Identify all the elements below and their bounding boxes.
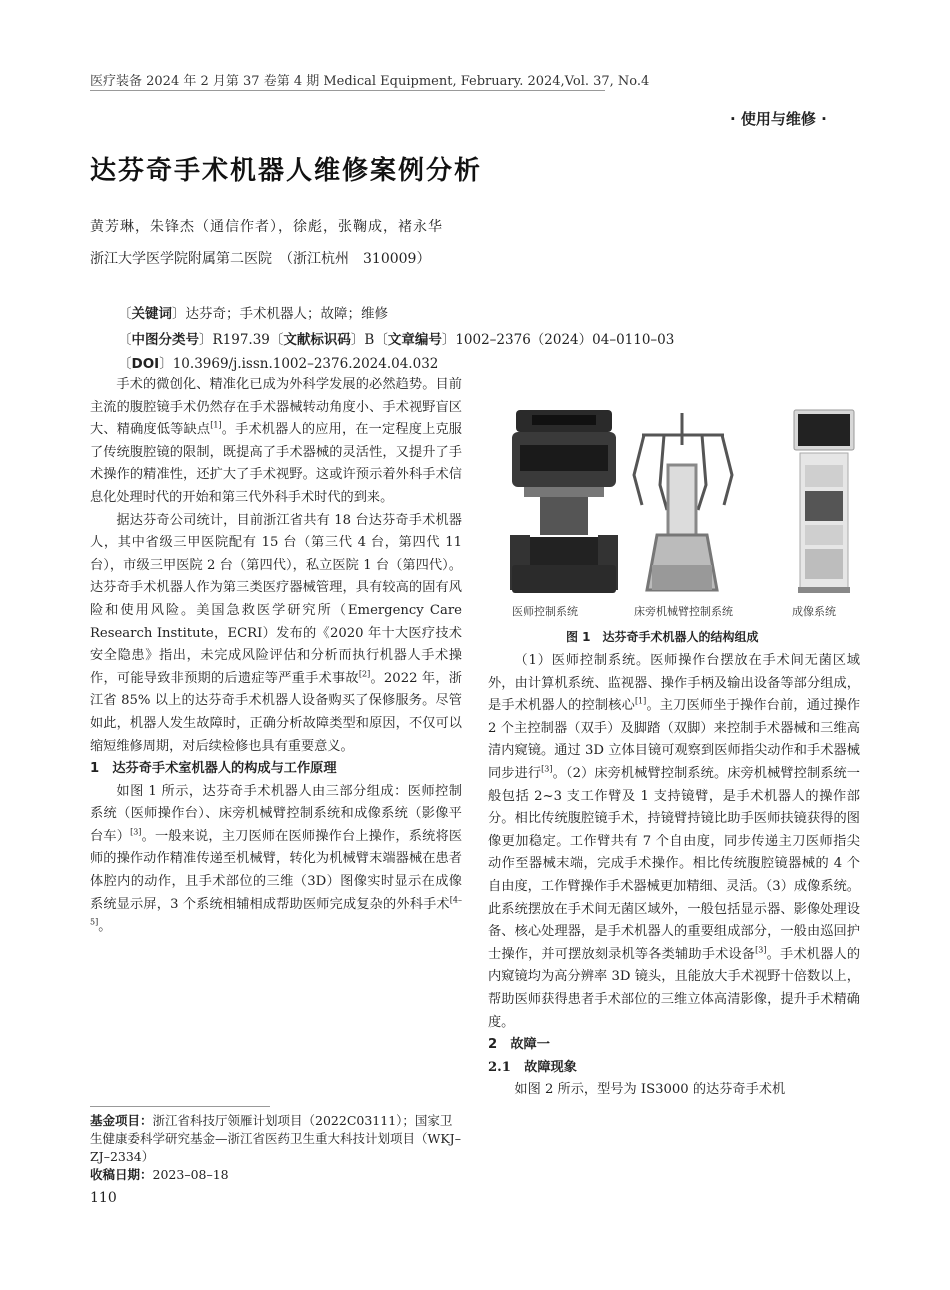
- paragraph: 据达芬奇公司统计，目前浙江省共有 18 台达芬奇手术机器人，其中省级三甲医院配有 15 台（第三代 4 台，第四代 11 台），市级三甲医院 2 台（第四代），私立医院 1 台（第四代）。达芬奇手术机器人作为第三类医疗器械管理，具有较高的固有风险和使用风险。美国急救医学研究所（Emergency Care Research Institute，ECRI）发布的《2020 年十大医疗技术安全隐患》指出，未完成风险评估和分析而执行机器人手术操作，可能导致非预期的后遗症等严重手术事故[2]。2022 年，浙江省 85% 以上的达芬奇手术机器人设备购买了保修服务。尽管如此，机器人发生故障时，正确分析故障类型和原因，不仅可以缩短维修周期，对后续检修也具有重要意义。: [90, 512, 462, 754]
- clc-value: R197.39: [212, 332, 270, 348]
- paragraph: （1）医师控制系统。医师操作台摆放在手术间无菌区域外，由计算机系统、监视器、操作手柄及输出设备等部分组成，是手术机器人的控制核心[1]。主刀医师坐于操作台前，通过操作 2 个主控制器（双手）及脚踏（双脚）来控制手术器械和三维高清内窥镜。通过 3D 立体目镜可观察到医师指尖动作和手术器械同步进行[3]。（2）床旁机械臂控制系统。床旁机械臂控制系统一般包括 2~3 支工作臂及 1 支持镜臂，是手术机器人的操作部分。相比传统腹腔镜手术，持镜臂持镜比助手医师扶镜获得的图像更加稳定。工作臂共有 7 个自由度，同步传递主刀医师指尖动作至器械末端，完成手术操作。相比传统腹腔镜器械的 4 个自由度，工作臂操作手术器械更加精细、灵活。（3）成像系统。此系统摆放在手术间无菌区域外，一般包括显示器、影像处理设备、核心处理器，是手术机器人的重要组成部分，一般由巡回护士操作，并可摆放刻录机等各类辅助手术设备[3]。手术机器人的内窥镜均为高分辨率 3D 镜头，且能放大手术视野十倍数以上，帮助医师获得患者手术部位的三维立体高清影像，提升手术精确度。: [488, 653, 861, 1030]
- citation[interactable]: [4–5]: [90, 895, 462, 927]
- patient-cart-image: [634, 413, 732, 590]
- left-column: [90, 374, 462, 939]
- section-heading-1: 1 达芬奇手术室机器人的构成与工作原理: [90, 761, 337, 777]
- section-label: · 使用与维修 ·: [730, 110, 827, 128]
- subsection-heading: 2.1 故障现象: [488, 1059, 577, 1075]
- citation[interactable]: [3]: [541, 764, 553, 774]
- figure-label-cart: 床旁机械臂控制系统: [634, 605, 733, 618]
- article-title: 达芬奇手术机器人维修案例分析: [90, 156, 483, 186]
- doi-line: 〔DOI〕10.3969/j.issn.1002–2376.2024.04.032: [118, 356, 439, 372]
- keywords-line: 〔关键词〕达芬奇；手术机器人；故障；维修: [118, 306, 388, 322]
- citation[interactable]: [1]: [634, 696, 647, 706]
- funding-label: 基金项目：: [90, 1113, 153, 1128]
- authors: 黄芳琳，朱锋杰（通信作者），徐彪，张鞠成，褚永华: [90, 219, 443, 235]
- funding: [90, 1112, 462, 1166]
- received-label: 收稿日期：: [90, 1167, 153, 1182]
- doccode-value: B: [364, 332, 375, 348]
- right-column: [488, 650, 860, 1102]
- article-number: 1002–2376（2024）04–0110–03: [455, 332, 675, 348]
- article-number-label: 文章编号: [387, 332, 442, 348]
- page-number: 110: [90, 1190, 117, 1206]
- figure-label-vision: 成像系统: [792, 605, 836, 618]
- citation[interactable]: [3]: [130, 827, 142, 837]
- received-value: 2023–08–18: [152, 1167, 229, 1182]
- clc-label: 中图分类号: [131, 332, 199, 348]
- section-heading-2: 2 故障一: [488, 1037, 550, 1053]
- footnote-rule: [90, 1106, 270, 1107]
- robot-systems-image: [502, 405, 862, 620]
- keywords: 达芬奇；手术机器人；故障；维修: [185, 306, 388, 322]
- received-date: [90, 1166, 462, 1184]
- keywords-label: 关键词: [131, 306, 172, 322]
- vision-cart-image: [794, 410, 854, 593]
- doccode-label: 文献标识码: [283, 332, 351, 348]
- surgeon-console-image: [510, 410, 618, 593]
- footnote: [90, 1112, 462, 1184]
- figure-1: [502, 405, 862, 620]
- classification-line: 〔中图分类号〕R197.39〔文献标识码〕B〔文章编号〕1002–2376（2024）04–0110–03: [118, 332, 675, 348]
- figure-caption: 图 1 达芬奇手术机器人的结构组成: [566, 630, 759, 644]
- journal-header: 医疗装备 2024 年 2 月第 37 卷第 4 期 Medical Equipment, February. 2024,Vol. 37, No.4: [90, 74, 650, 89]
- header-rule: [90, 90, 605, 91]
- figure-label-console: 医师控制系统: [512, 605, 578, 618]
- paragraph: 如图 1 所示，达芬奇手术机器人由三部分组成：医师控制系统（医师操作台）、床旁机械臂控制系统和成像系统（影像平台车）[3]。一般来说，主刀医师在医师操作台上操作，系统将医师的操作动作精准传递至机械臂，转化为机械臂末端器械在患者体腔内的动作，且手术部位的三维（3D）图像实时显示在成像系统显示屏，3 个系统相辅相成帮助医师完成复杂的外科手术[4–5]。: [90, 783, 463, 935]
- paragraph: 如图 2 所示，型号为 IS3000 的达芬奇手术机: [514, 1082, 786, 1098]
- paragraph: 手术的微创化、精准化已成为外科学发展的必然趋势。目前主流的腹腔镜手术仍然存在手术器械转动角度小、手术视野盲区大、精确度低等缺点[1]。手术机器人的应用，在一定程度上克服了传统腹腔镜的限制，既提高了手术器械的灵活性，又提升了手术操作的精准性，还扩大了手术视野。这或许预示着外科手术信息化处理时代的开始和第三代外科手术时代的到来。: [90, 377, 462, 505]
- doi-value[interactable]: 10.3969/j.issn.1002–2376.2024.04.032: [172, 356, 439, 372]
- citation[interactable]: [1]: [210, 420, 222, 430]
- funding-text: 浙江省科技厅领雁计划项目（2022C03111）；国家卫生健康委科学研究基金—浙江省医药卫生重大科技计划项目（WKJ–ZJ–2334）: [90, 1113, 461, 1164]
- citation[interactable]: [2]: [358, 669, 371, 679]
- citation[interactable]: [3]: [755, 945, 767, 955]
- doi-label: DOI: [131, 356, 160, 372]
- affiliation: 浙江大学医学院附属第二医院 （浙江杭州 310009）: [90, 251, 431, 267]
